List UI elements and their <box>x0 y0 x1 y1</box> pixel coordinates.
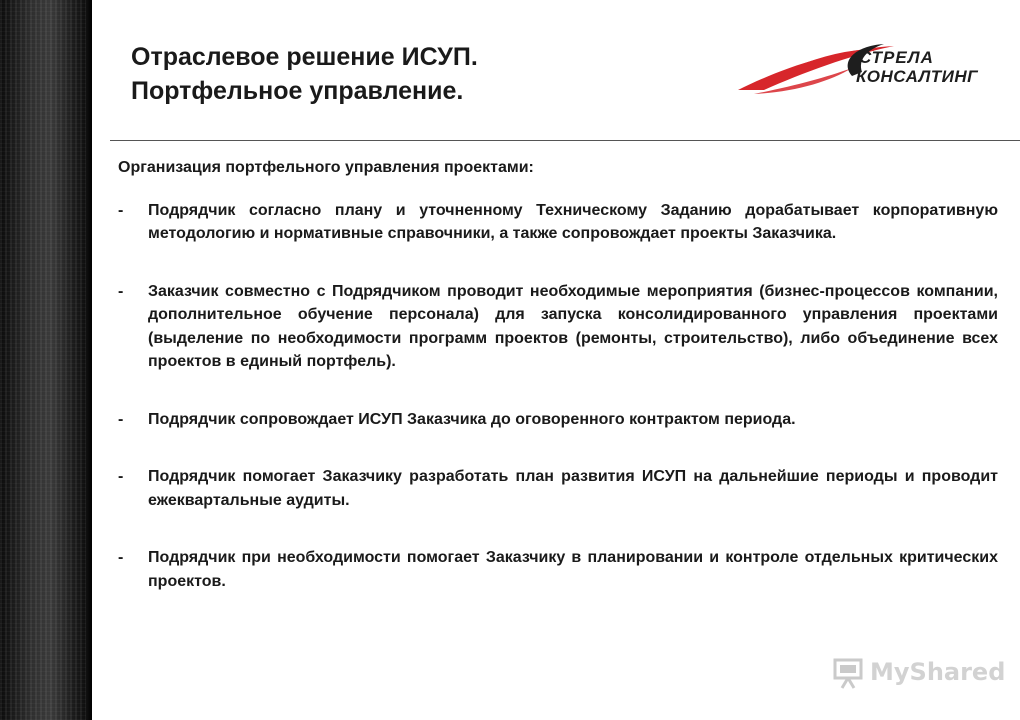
header-divider <box>110 140 1020 141</box>
watermark-text: MyShared <box>870 658 1006 686</box>
list-item-text: Подрядчик помогает Заказчику разработать план развития ИСУП на дальнейшие периоды и проводит ежеквартальные аудиты. <box>148 468 998 509</box>
logo-line-2: КОНСАЛТИНГ <box>856 67 979 86</box>
list-item <box>118 465 998 512</box>
list-dash: - <box>118 468 124 485</box>
list-dash: - <box>118 282 124 300</box>
list-item <box>118 546 998 593</box>
list-item <box>118 199 998 246</box>
list-item-text: Подрядчик согласно плану и уточненному Техническому Заданию дорабатывает корпоративную методологию и нормативные справочники, а также сопровождает проекты Заказчика. <box>148 201 998 242</box>
list-item-text: Подрядчик при необходимости помогает Заказчику в планировании и контроле отдельных критических проектов. <box>148 549 998 590</box>
watermark <box>832 652 1006 692</box>
decorative-side-strip <box>0 0 92 720</box>
page-title <box>131 40 691 108</box>
presentation-board-icon <box>832 656 866 690</box>
list-item-text: Заказчик совместно с Подрядчиком проводит необходимые мероприятия (бизнес-процессов компании, дополнительное обучение персонала) для запуска консолидированного управления проектами (выделение по необходимости программ проектов (ремонты, строительство), либо объединение всех проектов в единый портфель). <box>148 282 998 370</box>
company-logo <box>734 38 984 100</box>
list-dash: - <box>118 549 124 566</box>
list-item <box>118 408 998 432</box>
page-title-line-2: Портфельное управление. <box>131 77 464 105</box>
list-dash: - <box>118 201 124 219</box>
page-title-line-1: Отраслевое решение ИСУП. <box>131 43 478 71</box>
slide-content <box>118 156 998 627</box>
list-dash: - <box>118 410 124 428</box>
list-item-text: Подрядчик сопровождает ИСУП Заказчика до оговоренного контрактом периода. <box>148 410 796 428</box>
section-subtitle: Организация портфельного управления проектами: <box>118 159 534 176</box>
list-item <box>118 280 998 374</box>
logo-line-1: СТРЕЛА <box>859 48 934 67</box>
